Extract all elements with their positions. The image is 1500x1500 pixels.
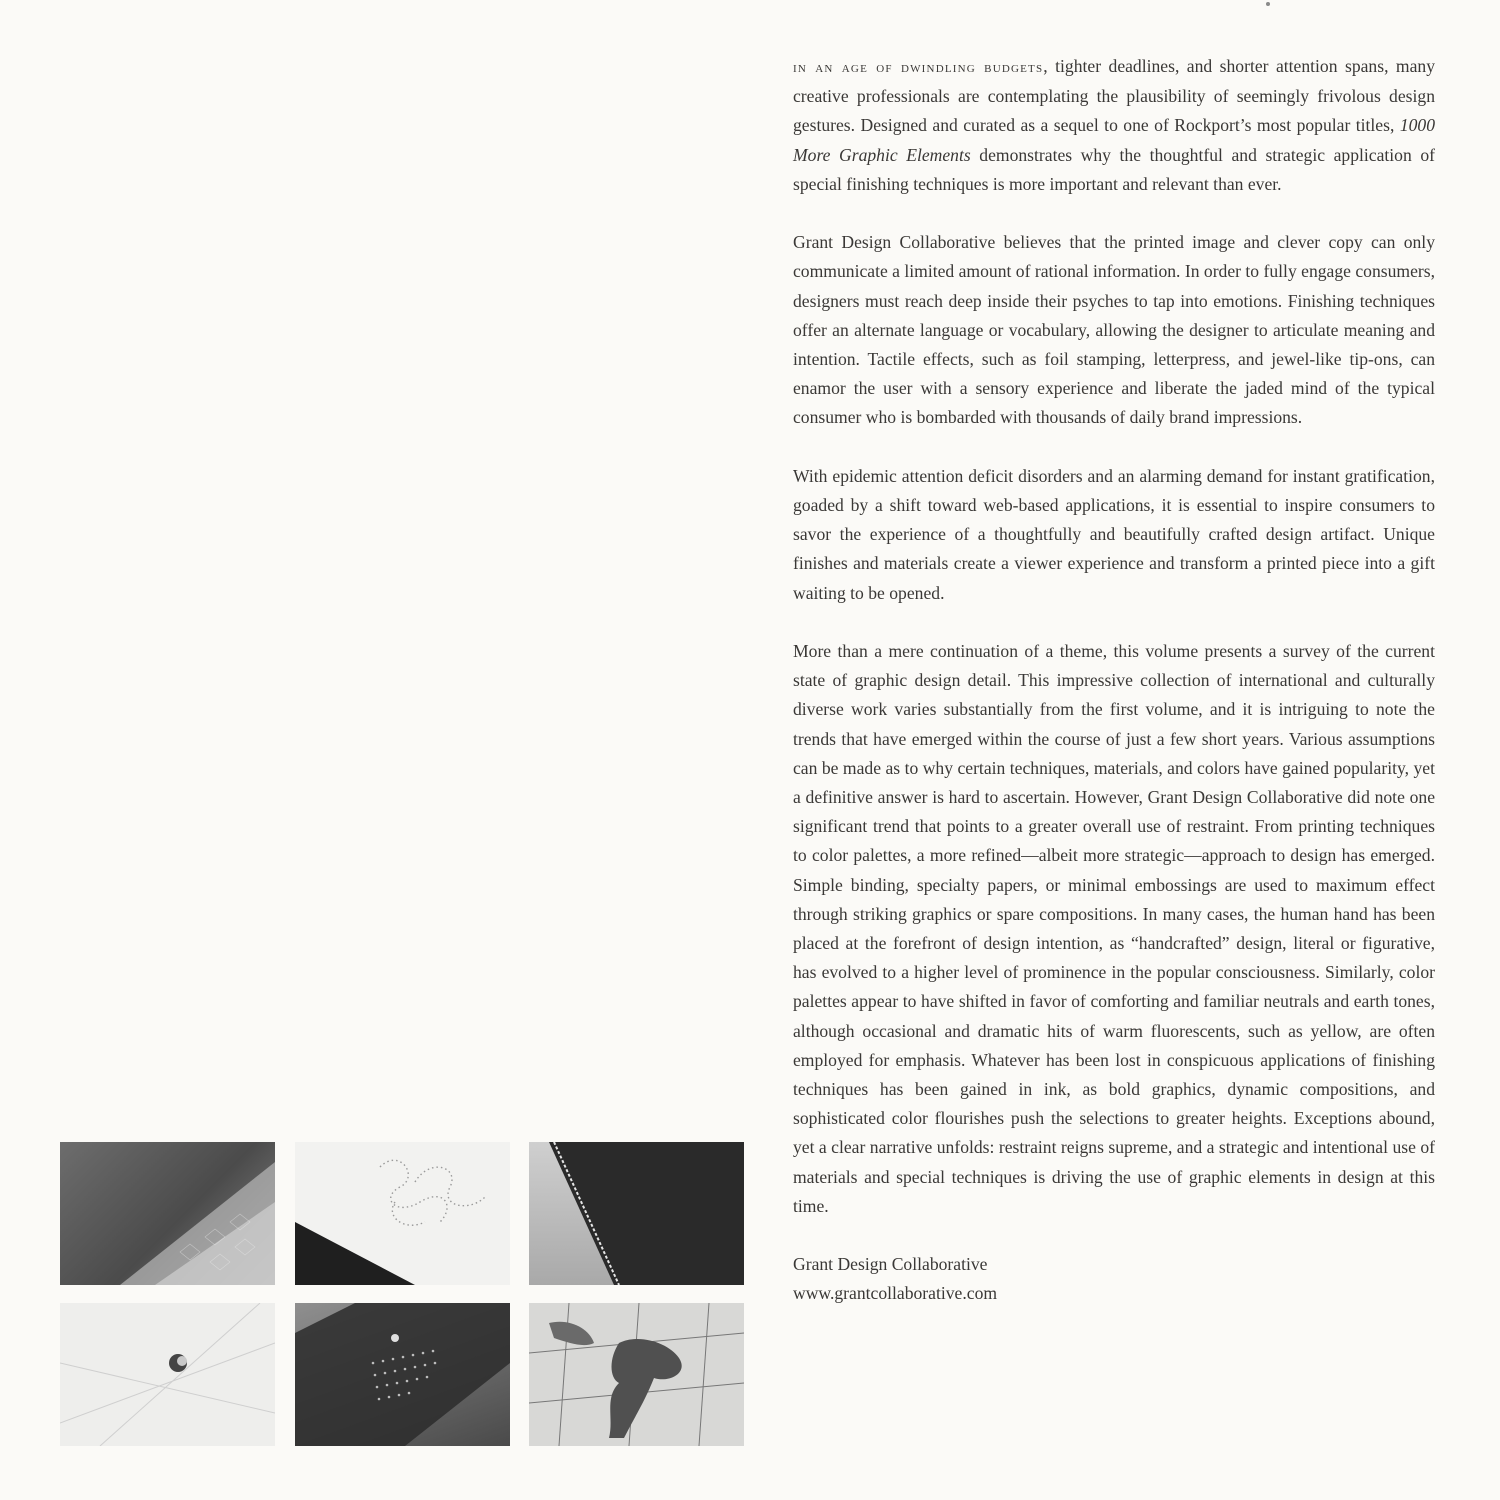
signature-name: Grant Design Collaborative <box>793 1254 988 1275</box>
intro-text-end: demonstrates why the thoughtful and strategic application of special finishing techniques is more important and relevant than ever. <box>793 144 1435 194</box>
photo-embossed-map-card <box>60 1303 275 1446</box>
paragraph-3: With epidemic attention deficit disorders and an alarming demand for instant gratification, goaded by a shift toward web-based applications, it is essential to inspire consumers to savor the experience of a thoughtfully and beautifully crafted design artifact. Unique finishes and materials create a viewer experience and transform a printed piece into a gift waiting to be opened. <box>793 465 1435 603</box>
photo-dotted-script <box>295 1142 510 1285</box>
photo-world-map <box>529 1303 744 1446</box>
paragraph-4: More than a mere continuation of a theme, this volume presents a survey of the current state of graphic design detail. This impressive collection of international and culturally diverse work varies substantially from the first volume, and it is intriguing to note the trends that have emerged within the course of just a few short years. Various assumptions can be made as to why certain techniques, materials, and colors have gained popularity, yet a definitive answer is hard to ascertain. However, Grant Design Collaborative did note one significant trend that points to a greater overall use of restraint. From printing techniques to color palettes, a more refined—albeit more strategic—approach to design has emerged. Simple binding, specialty papers, or minimal embossings are used to maximum effect through striking graphics or spare compositions. In many cases, the human hand has been placed at the forefront of design intention, as “handcrafted” design, literal or figurative, has evolved to a higher level of prominence in the popular consciousness. Similarly, color palettes appear to have shifted in favor of comforting and familiar neutrals and earth tones, although occasional and dramatic hits of warm fluorescents, such as yellow, are often employed for emphasis. Whatever has been lost in conspicuous applications of finishing techniques has been gained in ink, as bold graphics, dynamic compositions, and sophisticated color flourishes push the selections to greater heights. Exceptions abound, yet a clear narrative unfolds: restraint reigns supreme, and a strategic and intentional use of materials and special techniques is driving the use of graphic elements in design at this time. <box>793 641 1435 1216</box>
photo-patterned-paper <box>60 1142 275 1285</box>
essay-text <box>793 52 1435 1309</box>
book-title: 1000 More Graphic Elements <box>793 115 1435 165</box>
intro-text: , tighter deadlines, and shorter attention spans, many creative professionals are contemplating the plausibility of seemingly frivolous design gestures. Designed and curated as a sequel to one of Rockport’s most popular titles, <box>793 56 1435 136</box>
signature-block <box>793 1250 1435 1308</box>
intro-paragraph <box>793 52 1435 199</box>
signature-url: www.grantcollaborative.com <box>793 1283 998 1304</box>
photo-grid <box>60 1142 744 1446</box>
paragraph-2: Grant Design Collaborative believes that the printed image and clever copy can only communicate a limited amount of rational information. In order to fully engage consumers, designers must reach deep inside their psyches to tap into emotions. Finishing techniques offer an alternate language or vocabulary, allowing the designer to articulate meaning and intention. Tactile effects, such as foil stamping, letterpress, and jewel-like tip-ons, can enamor the user with a sensory experience and liberate the jaded mind of the typical consumer who is bombarded with thousands of daily brand impressions. <box>793 232 1435 428</box>
photo-calendar-card <box>295 1303 510 1446</box>
photo-stitched-folder <box>529 1142 744 1285</box>
paper-speck <box>1266 2 1270 6</box>
lead-in-smallcaps: in an age of dwindling budgets <box>793 59 1044 76</box>
